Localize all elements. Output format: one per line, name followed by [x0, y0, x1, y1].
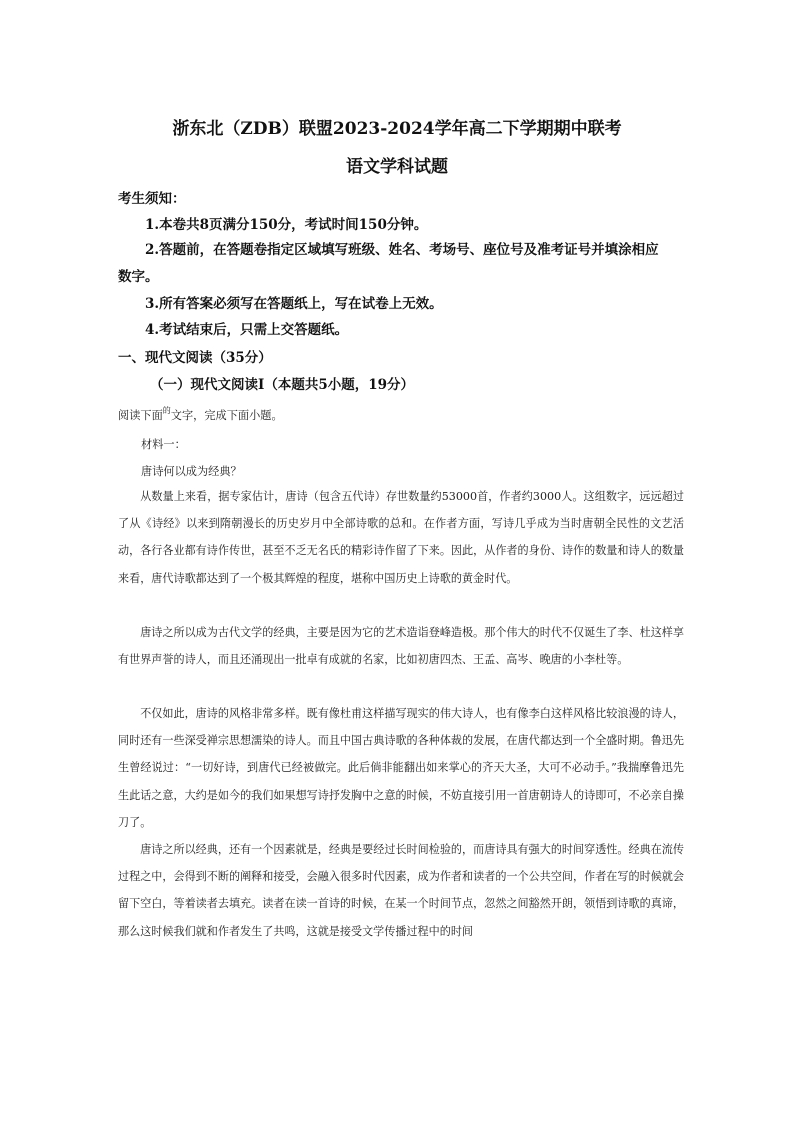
- exam-subtitle: 语文学科试题: [346, 157, 448, 177]
- reading-instruction: [118, 405, 283, 423]
- instruction-part-1: 阅读下面: [118, 409, 163, 422]
- material-title: 唐诗何以成为经典？: [141, 465, 242, 478]
- notice-heading: 考生须知：: [118, 191, 186, 207]
- paragraph-1: 从数量上来看，据专家估计，唐诗（包含五代诗）存世数量约53000首，作者约3000人。这组数字，远远超过了从《诗经》以来到隋朝漫长的历史岁月中全部诗歌的总和。在作者方面，写诗几乎成为当时唐朝全民性的文艺活动，各行各业都有诗作传世，甚至不乏无名氏的精彩诗作留了下来。因此，从作者的身份、诗作的数量和诗人的数量来看，唐代诗歌都达到了一个极其辉煌的程度，堪称中国历史上诗歌的黄金时代。: [118, 490, 684, 585]
- paragraph-2: 唐诗之所以成为古代文学的经典，主要是因为它的艺术造诣登峰造极。那个伟大的时代不仅诞生了李、杜这样享有世界声誉的诗人，而且还涌现出一批卓有成就的名家，比如初唐四杰、王孟、高岑、晚唐的小李杜等。: [118, 626, 684, 667]
- exam-title: 浙东北（ZDB）联盟2023-2024学年高二下学期期中联考: [172, 119, 622, 139]
- section-heading: 一、现代文阅读（35分）: [118, 350, 272, 366]
- material-label: 材料一：: [141, 438, 186, 451]
- notice-item-2-cont: 数字。: [118, 269, 159, 285]
- paragraph-4: 唐诗之所以经典，还有一个因素就是，经典是要经过长时间检验的，而唐诗具有强大的时间穿透性。经典在流传过程之中，会得到不断的阐释和接受，会融入很多时代因素，成为作者和读者的一个公共空间，作者在写的时候就会留下空白，等着读者去填充。读者在读一首诗的时候，在某一个时间节点，忽然之间豁然开朗，领悟到诗歌的真谛，那么这时候我们就和作者发生了共鸣，这就是接受文学传播过程中的时间: [118, 843, 684, 938]
- instruction-part-2: 文字，完成下面小题。: [170, 409, 283, 422]
- notice-item-3: 3.所有答案必须写在答题纸上，写在试卷上无效。: [145, 296, 443, 312]
- instruction-superscript: 的: [162, 406, 171, 415]
- notice-item-4: 4.考试结束后，只需上交答题纸。: [145, 322, 349, 338]
- notice-item-2: 2.答题前，在答题卷指定区域填写班级、姓名、考场号、座位号及准考证号并填涂相应: [145, 242, 659, 258]
- paragraph-3: 不仅如此，唐诗的风格非常多样。既有像杜甫这样描写现实的伟大诗人，也有像李白这样风格比较浪漫的诗人，同时还有一些深受禅宗思想濡染的诗人。而且中国古典诗歌的各种体裁的发展，在唐代都达到一个全盛时期。鲁迅先生曾经说过：“一切好诗，到唐代已经被做完。此后倘非能翻出如来掌心的齐天大圣，大可不必动手。”我揣摩鲁迅先生此话之意，大约是如今的我们如果想写诗抒发胸中之意的时候，不妨直接引用一首唐朝诗人的诗即可，不必亲自操刀了。: [118, 707, 684, 829]
- notice-item-1: 1.本卷共8页满分150分，考试时间150分钟。: [145, 217, 428, 233]
- section-subheading: （一）现代文阅读Ⅰ（本题共5小题，19分）: [150, 377, 414, 393]
